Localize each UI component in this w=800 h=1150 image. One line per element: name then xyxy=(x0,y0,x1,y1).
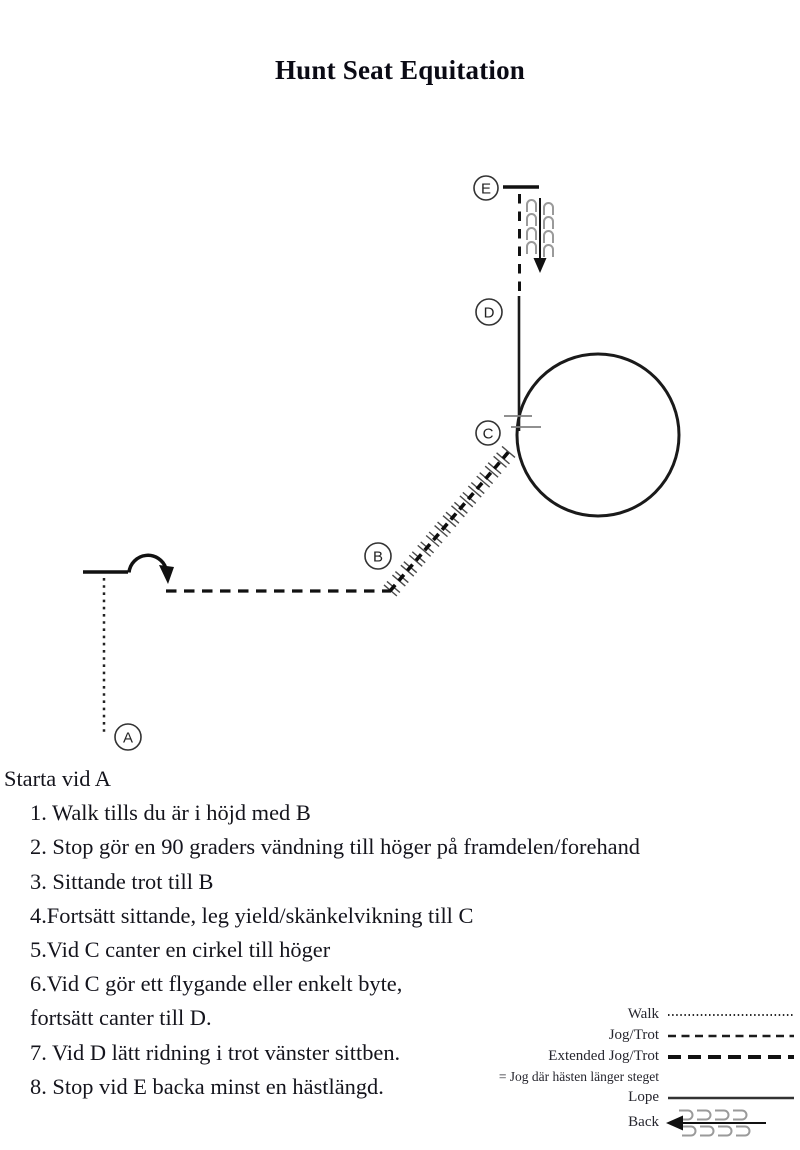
turn-on-forehand-arrow xyxy=(129,555,174,584)
legend-row-lope xyxy=(480,1087,796,1108)
waypoint-a-marker xyxy=(115,724,141,750)
instruction-item-1: 1. Walk tills du är i höjd med B xyxy=(30,800,311,826)
waypoint-d-marker xyxy=(476,299,502,325)
start-instruction: Starta vid A xyxy=(4,766,111,791)
instruction-item-7: 7. Vid D lätt ridning i trot vänster sittben. xyxy=(30,1039,401,1065)
page-title: Hunt Seat Equitation xyxy=(274,55,526,85)
legend-row-note xyxy=(480,1067,796,1087)
instruction-item-5: 5.Vid C canter en cirkel till höger xyxy=(30,937,331,963)
instruction-item-6-continued: fortsätt canter till D. xyxy=(30,1005,212,1031)
instruction-item-4: 4.Fortsätt sittande, leg yield/skänkelvikning till C xyxy=(30,902,474,928)
waypoint-b-label: B xyxy=(372,548,384,566)
legend-walk-label: Walk xyxy=(627,1006,659,1022)
legend-row-back xyxy=(480,1108,796,1137)
leg-yield-extended-jog-line xyxy=(390,449,511,591)
jog-line-sample xyxy=(666,1032,796,1040)
legend xyxy=(480,1004,796,1137)
waypoint-d-label: D xyxy=(483,304,495,322)
walk-line-sample xyxy=(666,1011,796,1019)
legend-extended-jog-label: Extended Jog/Trot xyxy=(548,1048,659,1064)
extended-jog-line-sample xyxy=(666,1052,796,1062)
lope-line-sample xyxy=(666,1094,796,1102)
legend-extended-jog-note: = Jog där hästen länger steget xyxy=(498,1069,659,1084)
instruction-item-3: 3. Sittande trot till B xyxy=(30,868,214,894)
legend-back-label: Back xyxy=(628,1114,659,1130)
waypoint-c-label: C xyxy=(482,425,494,443)
waypoint-e-marker xyxy=(474,176,498,200)
waypoint-a-label: A xyxy=(122,729,134,747)
instruction-item-2: 2. Stop gör en 90 graders vändning till höger på framdelen/forehand xyxy=(30,834,640,860)
transition-marks-c xyxy=(504,416,541,427)
extended-jog-dash-line xyxy=(390,449,511,591)
pattern-diagram xyxy=(0,140,800,765)
instruction-item-6: 6.Vid C gör ett flygande eller enkelt byte, xyxy=(30,971,403,997)
legend-jog-label: Jog/Trot xyxy=(608,1027,659,1043)
waypoint-b-marker xyxy=(365,543,391,569)
instruction-item-8: 8. Stop vid E backa minst en hästlängd. xyxy=(30,1073,384,1099)
legend-row-walk xyxy=(480,1004,796,1025)
waypoint-c-marker xyxy=(476,421,500,445)
legend-row-extended-jog xyxy=(480,1046,796,1067)
canter-circle xyxy=(517,354,679,516)
legend-row-jog xyxy=(480,1025,796,1046)
waypoint-e-label: E xyxy=(480,180,492,198)
legend-lope-label: Lope xyxy=(628,1089,659,1105)
back-symbol-sample xyxy=(666,1109,796,1137)
